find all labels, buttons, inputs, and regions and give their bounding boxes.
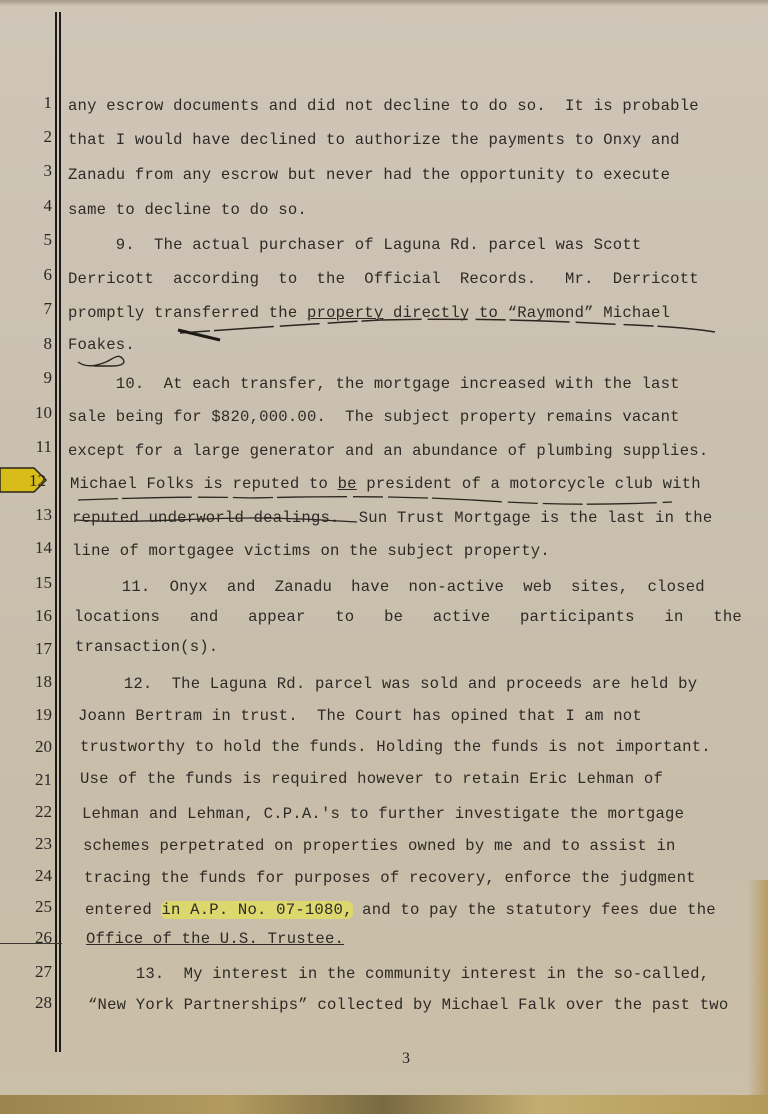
word: participants [520, 608, 635, 626]
document-line: 9. The actual purchaser of Laguna Rd. parcel was Scott [68, 236, 642, 254]
handwritten-scribble-icon [76, 352, 132, 370]
underlined-text: property [306, 304, 384, 322]
word: be [384, 608, 404, 626]
handwritten-underline-icon [160, 318, 720, 348]
line-text-segment: Michael Folks is reputed to [70, 475, 338, 493]
line-number: 15 [35, 573, 52, 592]
line-number: 18 [35, 672, 52, 691]
document-line [74, 608, 742, 626]
highlighted-text: in A.P. No. 07-1080, [161, 901, 353, 919]
line-number: 10 [35, 403, 52, 422]
document-line: reputed underworld dealings. Sun Trust Mortgage is the last in the [72, 509, 713, 527]
line-number: 8 [43, 334, 52, 353]
word: active [432, 608, 491, 626]
document-line: transaction(s). [75, 638, 219, 656]
document-line [70, 475, 701, 493]
document-line: 10. At each transfer, the mortgage increased with the last [68, 375, 680, 393]
document-line: except for a large generator and an abundance of plumbing supplies. [68, 442, 709, 460]
word: to [335, 608, 355, 626]
line-number: 14 [35, 538, 52, 557]
document-line [68, 304, 670, 322]
document-line: 13. My interest in the community interest in the so-called, [88, 965, 710, 983]
line-number: 11 [35, 437, 52, 456]
word: the [713, 608, 742, 626]
word: and [189, 608, 219, 626]
line-text-segment: president of a motorcycle club with [356, 475, 701, 493]
document-line [85, 901, 716, 919]
document-line: 11. Onyx and Zanadu have non-active web sites, closed [74, 578, 705, 596]
line-text-segment: entered [85, 901, 162, 919]
line-number: 9 [43, 368, 52, 387]
word: in [664, 608, 684, 626]
line-text-segment: promptly transferred the [68, 304, 307, 322]
document-line: same to decline to do so. [68, 201, 307, 219]
document-line: Derricott according to the Official Records. Mr. Derricott [68, 270, 699, 288]
line-number: 19 [35, 705, 52, 724]
document-line: Office of the U.S. Trustee. [86, 930, 345, 948]
line-number: 3 [43, 161, 52, 180]
underlined-text: be [337, 475, 357, 493]
line-number: 26 [35, 928, 52, 947]
document-line: Foakes. [68, 336, 135, 354]
background-surface [0, 1095, 768, 1114]
left-margin-rule [55, 12, 57, 1052]
line-number: 13 [35, 505, 52, 524]
line-number: 12 [29, 471, 46, 490]
document-line: Zanadu from any escrow but never had the opportunity to execute [68, 166, 671, 184]
line-number: 22 [35, 802, 52, 821]
line-number: 16 [35, 606, 52, 625]
line-number: 7 [43, 299, 52, 318]
document-line: Joann Bertram in trust. The Court has opined that I am not [78, 707, 642, 725]
line-number: 4 [43, 196, 52, 215]
document-line: schemes perpetrated on properties owned by me and to assist in [83, 837, 676, 855]
document-line: sale being for $820,000.00. The subject property remains vacant [68, 408, 680, 426]
page-number: 3 [402, 1050, 410, 1067]
document-line: tracing the funds for purposes of recovery, enforce the judgment [84, 869, 696, 887]
line-number: 6 [43, 265, 52, 284]
line-number: 25 [35, 897, 52, 916]
word: locations [74, 608, 161, 626]
document-line: line of mortgagee victims on the subject property. [72, 542, 550, 560]
page-edge-shadow [748, 880, 768, 1095]
line-number: 1 [43, 93, 52, 112]
line-number: 27 [35, 962, 52, 981]
line-number: 24 [35, 866, 52, 885]
page-top-shadow [0, 0, 768, 6]
document-line: that I would have declined to authorize the payments to Onxy and [68, 131, 680, 149]
document-line: any escrow documents and did not decline to do so. It is probable [68, 97, 699, 115]
line-number: 17 [35, 639, 52, 658]
line-number: 21 [35, 770, 52, 789]
line-number: 23 [35, 834, 52, 853]
line-text-segment: directly to “Raymond” Michael [383, 304, 671, 322]
line-number: 20 [35, 737, 52, 756]
line-number: 5 [43, 230, 52, 249]
line-number: 28 [35, 993, 52, 1012]
document-line: Use of the funds is required however to retain Eric Lehman of [80, 770, 664, 788]
document-line: Lehman and Lehman, C.P.A.'s to further investigate the mortgage [82, 805, 685, 823]
document-line: 12. The Laguna Rd. parcel was sold and proceeds are held by [76, 675, 698, 693]
left-margin-rule-inner [59, 12, 61, 1052]
word: appear [248, 608, 306, 626]
line-text-segment: and to pay the statutory fees due the [352, 901, 716, 919]
document-line: “New York Partnerships” collected by Michael Falk over the past two [88, 996, 729, 1014]
line-number: 2 [43, 127, 52, 146]
document-line: trustworthy to hold the funds. Holding the funds is not important. [80, 738, 711, 756]
